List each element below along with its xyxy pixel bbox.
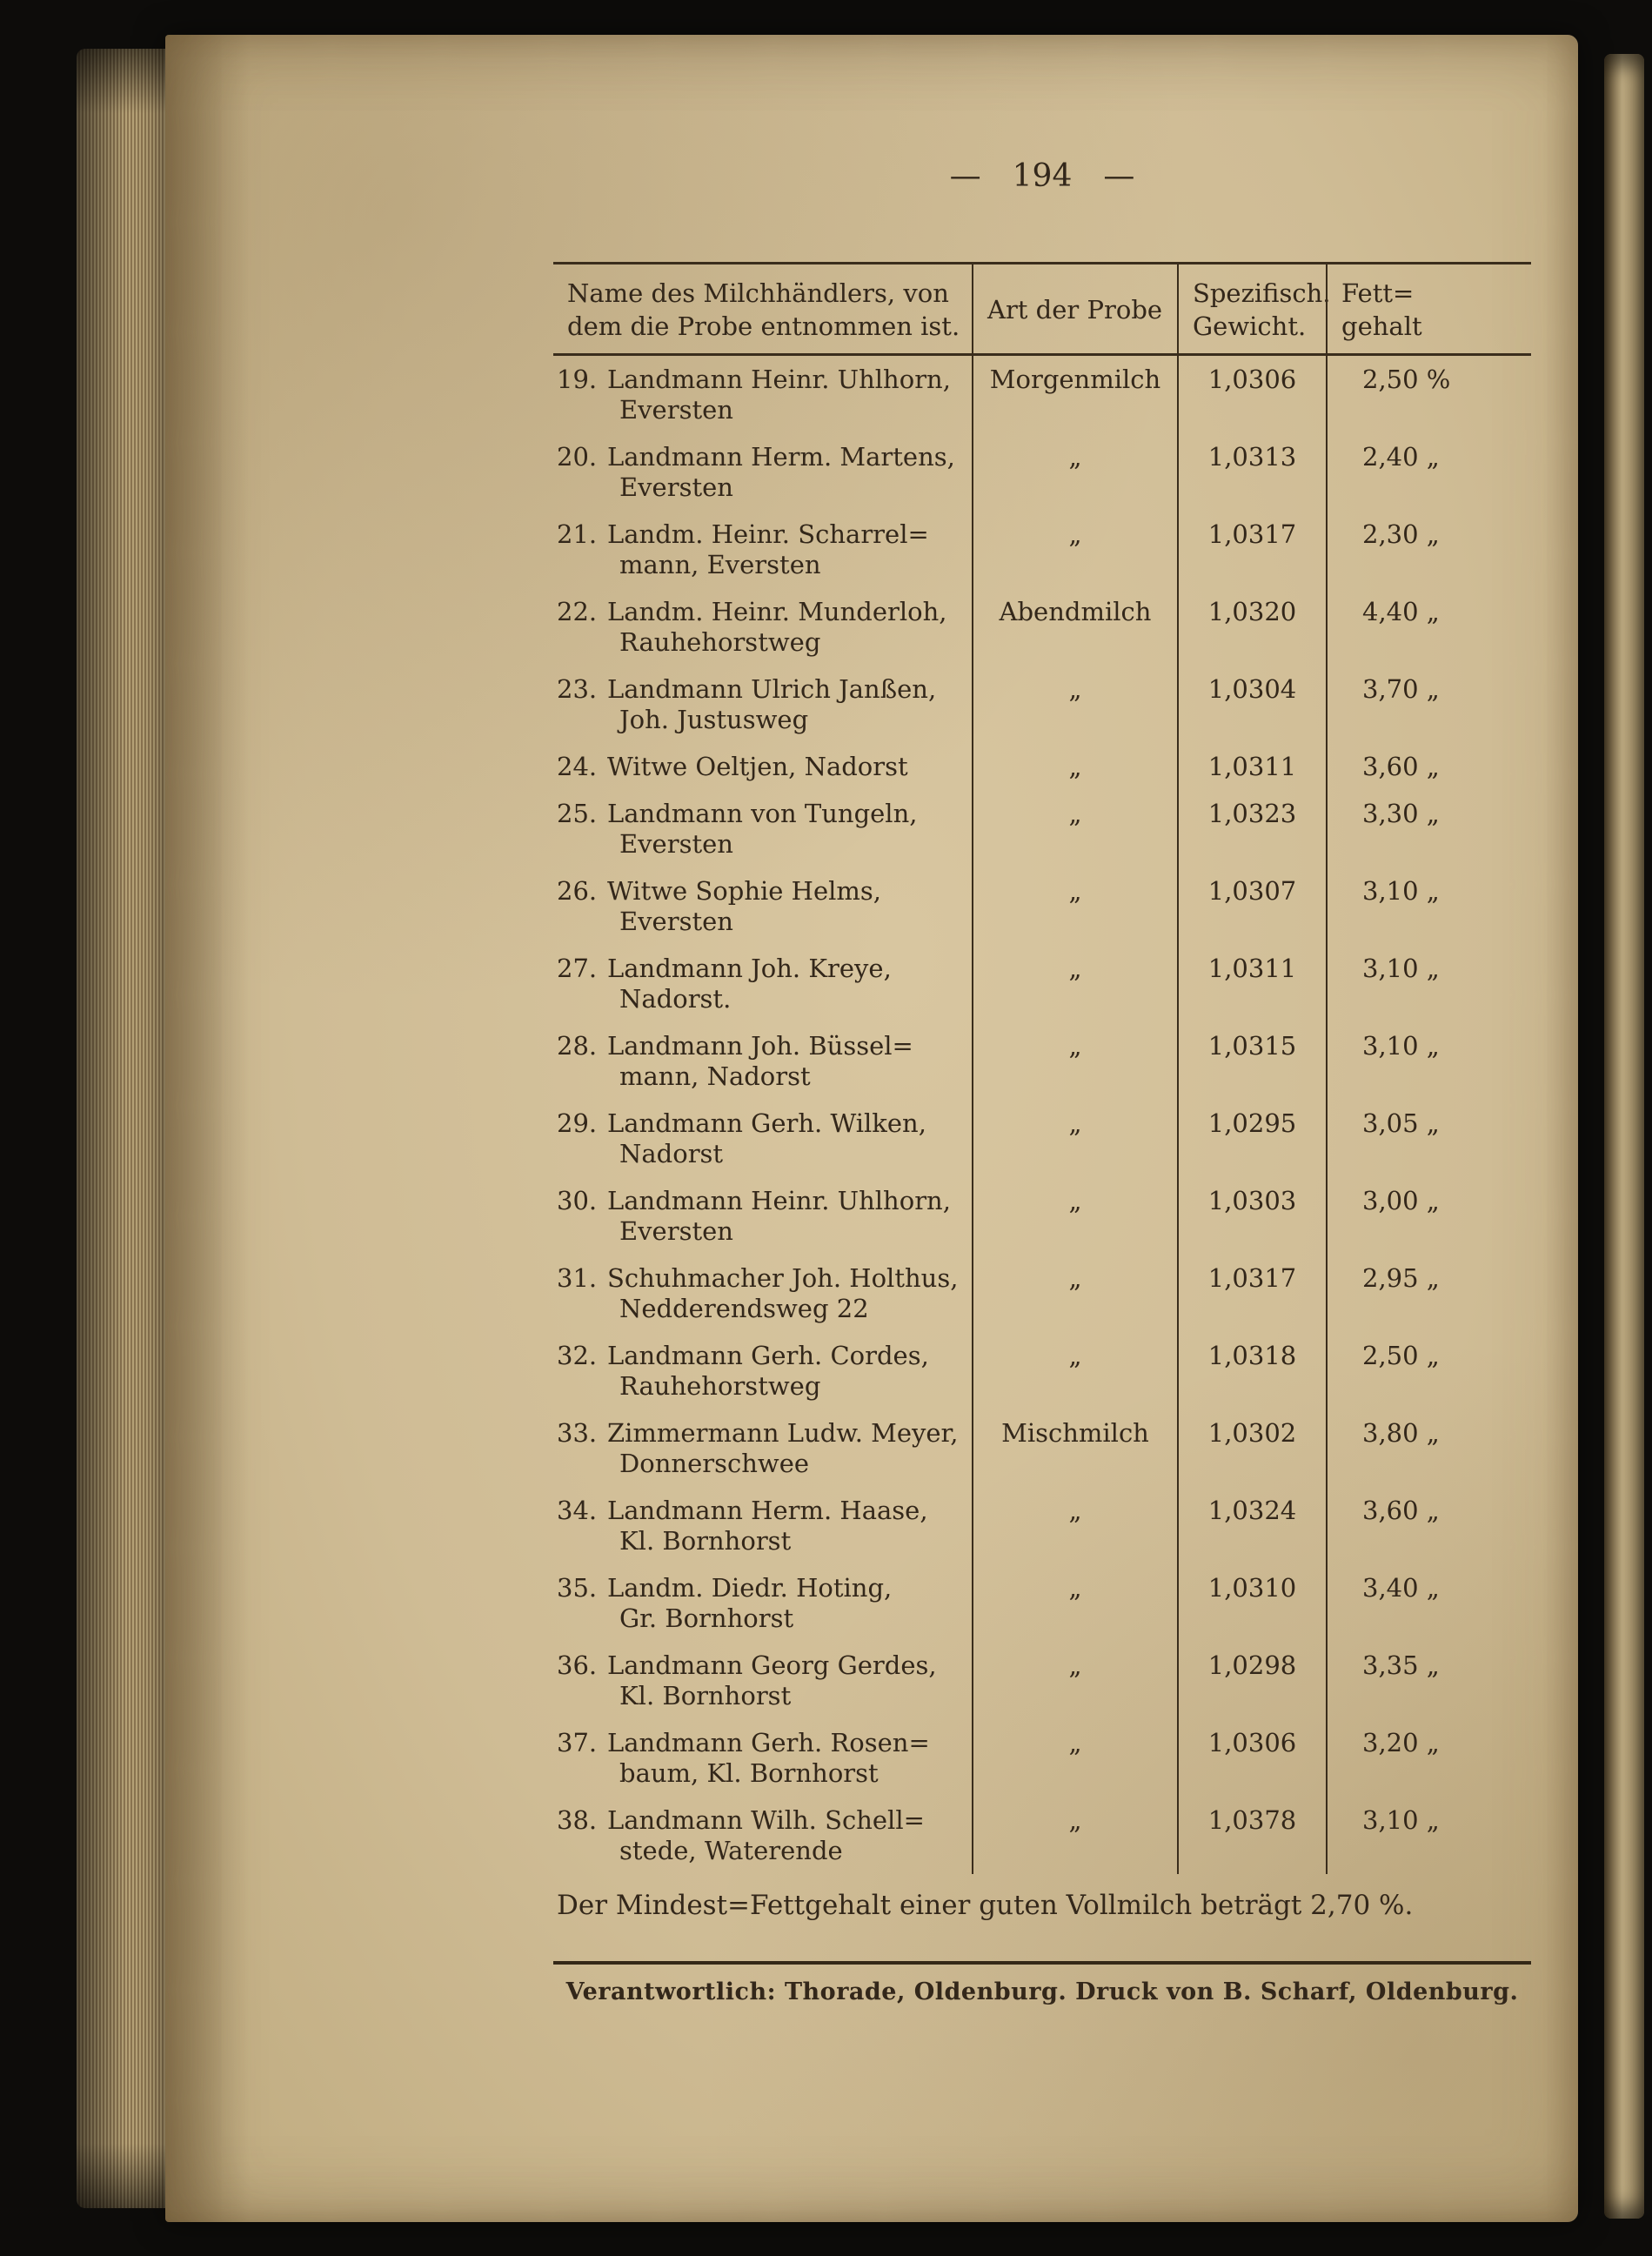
next-page-edge <box>1604 54 1644 2219</box>
row-number: 22. <box>557 597 598 626</box>
row-number: 34. <box>557 1496 598 1525</box>
dealer-name-line2: Eversten <box>619 472 733 502</box>
specific-gravity: 1,0310 <box>1177 1564 1326 1642</box>
table-row <box>553 511 1531 588</box>
dealer-cell <box>553 433 972 511</box>
dealer-name-line2: Kl. Bornhorst <box>619 1526 792 1556</box>
row-number: 25. <box>557 799 598 828</box>
dealer-cell <box>553 1332 972 1409</box>
table-row <box>553 356 1531 433</box>
page-content <box>553 35 1531 2005</box>
specific-gravity: 1,0324 <box>1177 1487 1326 1564</box>
dealer-name <box>607 519 965 580</box>
fat-content: 3,00 „ <box>1326 1177 1531 1255</box>
dealer-name <box>607 1418 965 1479</box>
dealer-name <box>607 1728 965 1789</box>
specific-gravity: 1,0318 <box>1177 1332 1326 1409</box>
specific-gravity: 1,0311 <box>1177 945 1326 1022</box>
sample-type: Mischmilch <box>972 1409 1177 1487</box>
table-row <box>553 1487 1531 1564</box>
row-number: 28. <box>557 1031 598 1061</box>
specific-gravity: 1,0313 <box>1177 433 1326 511</box>
table-row <box>553 1719 1531 1797</box>
table-row <box>553 1100 1531 1177</box>
sample-type: „ <box>972 1332 1177 1409</box>
dealer-name-line1: Landm. Heinr. Munderloh, <box>607 597 947 626</box>
dealer-name-line1: Witwe Sophie Helms, <box>607 876 881 906</box>
specific-gravity: 1,0311 <box>1177 743 1326 790</box>
fat-content: 4,40 „ <box>1326 588 1531 666</box>
fat-content: 3,10 „ <box>1326 1022 1531 1100</box>
dealer-name-line1: Landm. Diedr. Hoting, <box>607 1573 893 1603</box>
row-number: 38. <box>557 1805 598 1835</box>
header-fett-line1: Fett= <box>1341 278 1415 308</box>
fat-content: 2,50 „ <box>1326 1332 1531 1409</box>
row-number: 30. <box>557 1186 598 1215</box>
fat-content: 3,35 „ <box>1326 1642 1531 1719</box>
dealer-cell <box>553 1719 972 1797</box>
dealer-name <box>607 1031 965 1092</box>
dealer-cell <box>553 1022 972 1100</box>
dealer-name <box>607 1650 965 1711</box>
dealer-name-line1: Landmann Joh. Büssel= <box>607 1031 913 1061</box>
page-edge-stack <box>77 49 167 2208</box>
row-number: 19. <box>557 365 598 394</box>
specific-gravity: 1,0317 <box>1177 1255 1326 1332</box>
dealer-name <box>607 1805 965 1866</box>
dealer-name <box>607 1341 965 1402</box>
specific-gravity: 1,0320 <box>1177 588 1326 666</box>
table-row <box>553 1255 1531 1332</box>
sample-type: „ <box>972 790 1177 867</box>
dealer-name-line1: Landmann Gerh. Cordes, <box>607 1341 929 1370</box>
page-number <box>553 158 1531 194</box>
specific-gravity: 1,0306 <box>1177 1719 1326 1797</box>
header-fett-line2: gehalt <box>1341 311 1422 341</box>
fat-content: 3,70 „ <box>1326 666 1531 743</box>
row-number: 36. <box>557 1650 598 1680</box>
table-row <box>553 1642 1531 1719</box>
dealer-name <box>607 442 965 503</box>
row-number: 37. <box>557 1728 598 1757</box>
dealer-name-line1: Landmann Herm. Haase, <box>607 1496 928 1525</box>
dealer-cell <box>553 1255 972 1332</box>
sample-type: „ <box>972 945 1177 1022</box>
book-page <box>165 35 1578 2222</box>
dealer-name-line2: mann, Eversten <box>619 550 821 579</box>
sample-type: „ <box>972 511 1177 588</box>
dealer-cell <box>553 356 972 433</box>
fat-content: 3,60 „ <box>1326 1487 1531 1564</box>
fat-content: 3,10 „ <box>1326 867 1531 945</box>
fat-content: 3,60 „ <box>1326 743 1531 790</box>
dealer-name-line2: Nadorst. <box>619 984 732 1014</box>
dealer-cell <box>553 867 972 945</box>
dealer-name-line2: Donnerschwee <box>619 1449 810 1478</box>
fat-content: 3,10 „ <box>1326 945 1531 1022</box>
sample-type: „ <box>972 1177 1177 1255</box>
table-row <box>553 666 1531 743</box>
sample-type: „ <box>972 743 1177 790</box>
dealer-name-line1: Landmann Georg Gerdes, <box>607 1650 937 1680</box>
dealer-name <box>607 1263 965 1324</box>
specific-gravity: 1,0302 <box>1177 1409 1326 1487</box>
page-number-value: 194 <box>1012 158 1073 194</box>
dealer-name <box>607 876 965 937</box>
dealer-name <box>607 954 965 1014</box>
dealer-cell <box>553 1642 972 1719</box>
dealer-name <box>607 752 965 782</box>
header-name-line2: dem die Probe entnommen ist. <box>567 311 960 341</box>
row-number: 21. <box>557 519 598 549</box>
dealer-name <box>607 597 965 658</box>
table-row <box>553 433 1531 511</box>
dealer-name-line1: Landm. Heinr. Scharrel= <box>607 519 929 549</box>
sample-type: „ <box>972 1642 1177 1719</box>
header-gewicht-line1: Spezifisch. <box>1193 278 1331 308</box>
dealer-cell <box>553 1409 972 1487</box>
dealer-name <box>607 799 965 860</box>
table-row <box>553 1409 1531 1487</box>
sample-type: „ <box>972 1100 1177 1177</box>
dealer-cell <box>553 588 972 666</box>
minimum-fat-note: Der Mindest=Fettgehalt einer guten Vollmilch beträgt 2,70 %. <box>557 1890 1414 1921</box>
row-number: 26. <box>557 876 598 906</box>
dealer-name-line1: Landmann Gerh. Rosen= <box>607 1728 930 1757</box>
dealer-name <box>607 1108 965 1169</box>
dealer-name-line2: Nedderendsweg 22 <box>619 1294 869 1323</box>
header-gewicht-line2: Gewicht. <box>1193 311 1307 341</box>
table-body <box>553 356 1531 1874</box>
dealer-name-line2: stede, Waterende <box>619 1836 843 1865</box>
dealer-cell <box>553 1797 972 1874</box>
imprint-line: Verantwortlich: Thorade, Oldenburg. Druck von B. Scharf, Oldenburg. <box>565 1978 1519 2005</box>
row-number: 35. <box>557 1573 598 1603</box>
dash-right: — <box>1103 158 1135 194</box>
fat-content: 2,95 „ <box>1326 1255 1531 1332</box>
row-number: 24. <box>557 752 598 781</box>
milk-sample-table <box>553 262 1531 1874</box>
dealer-name-line2: Eversten <box>619 395 733 425</box>
dealer-cell <box>553 1487 972 1564</box>
dealer-name-line1: Landmann Joh. Kreye, <box>607 954 892 983</box>
dealer-name-line2: Rauhehorstweg <box>619 627 821 657</box>
specific-gravity: 1,0295 <box>1177 1100 1326 1177</box>
dealer-name-line1: Landmann Heinr. Uhlhorn, <box>607 365 951 394</box>
table-row <box>553 1797 1531 1874</box>
dealer-name-line2: Eversten <box>619 829 733 859</box>
sample-type: „ <box>972 1564 1177 1642</box>
table-header-row <box>553 264 1531 356</box>
dealer-name-line2: Gr. Bornhorst <box>619 1603 794 1633</box>
fat-content: 3,05 „ <box>1326 1100 1531 1177</box>
sample-type: „ <box>972 1255 1177 1332</box>
dealer-cell <box>553 1177 972 1255</box>
table-row <box>553 1177 1531 1255</box>
fat-content: 3,80 „ <box>1326 1409 1531 1487</box>
dealer-name <box>607 674 965 735</box>
table-row <box>553 588 1531 666</box>
dealer-name-line2: Eversten <box>619 907 733 936</box>
header-name-line1: Name des Milchhändlers, von <box>567 278 949 308</box>
dash-left: — <box>949 158 981 194</box>
sample-type: „ <box>972 666 1177 743</box>
table-row <box>553 867 1531 945</box>
sample-type: „ <box>972 433 1177 511</box>
dealer-name <box>607 1186 965 1247</box>
dealer-name-line1: Landmann Herm. Martens, <box>607 442 955 472</box>
row-number: 29. <box>557 1108 598 1138</box>
sample-type: „ <box>972 1719 1177 1797</box>
specific-gravity: 1,0306 <box>1177 356 1326 433</box>
fat-content: 2,40 „ <box>1326 433 1531 511</box>
row-number: 31. <box>557 1263 598 1293</box>
dealer-name-line2: Rauhehorstweg <box>619 1371 821 1401</box>
header-art-label: Art der Probe <box>987 295 1163 325</box>
column-header-sample-type <box>972 264 1177 353</box>
sample-type: „ <box>972 1797 1177 1874</box>
specific-gravity: 1,0317 <box>1177 511 1326 588</box>
row-number: 33. <box>557 1418 598 1448</box>
specific-gravity: 1,0303 <box>1177 1177 1326 1255</box>
dealer-name-line1: Schuhmacher Joh. Holthus, <box>607 1263 959 1293</box>
fat-content: 2,50 % <box>1326 356 1531 433</box>
dealer-name-line1: Landmann von Tungeln, <box>607 799 918 828</box>
dealer-cell <box>553 945 972 1022</box>
table-row <box>553 1564 1531 1642</box>
footer-rule <box>553 1961 1531 1965</box>
dealer-name-line2: baum, Kl. Bornhorst <box>619 1758 879 1788</box>
specific-gravity: 1,0307 <box>1177 867 1326 945</box>
row-number: 32. <box>557 1341 598 1370</box>
dealer-cell <box>553 1564 972 1642</box>
specific-gravity: 1,0378 <box>1177 1797 1326 1874</box>
sample-type: „ <box>972 867 1177 945</box>
fat-content: 3,20 „ <box>1326 1719 1531 1797</box>
dealer-name-line2: mann, Nadorst <box>619 1061 811 1091</box>
sample-type: Abendmilch <box>972 588 1177 666</box>
dealer-name-line1: Landmann Heinr. Uhlhorn, <box>607 1186 951 1215</box>
dealer-cell <box>553 666 972 743</box>
dealer-name <box>607 365 965 425</box>
dealer-name-line1: Landmann Gerh. Wilken, <box>607 1108 926 1138</box>
dealer-name-line1: Zimmermann Ludw. Meyer, <box>607 1418 959 1448</box>
table-row <box>553 790 1531 867</box>
sample-type: Morgenmilch <box>972 356 1177 433</box>
column-header-fat-content <box>1326 264 1531 353</box>
table-row <box>553 945 1531 1022</box>
dealer-cell <box>553 1100 972 1177</box>
specific-gravity: 1,0304 <box>1177 666 1326 743</box>
column-header-specific-gravity <box>1177 264 1331 353</box>
sample-type: „ <box>972 1487 1177 1564</box>
specific-gravity: 1,0298 <box>1177 1642 1326 1719</box>
dealer-name-line1: Landmann Ulrich Janßen, <box>607 674 937 704</box>
table-row <box>553 1022 1531 1100</box>
sample-type: „ <box>972 1022 1177 1100</box>
dealer-name-line1: Witwe Oeltjen, Nadorst <box>607 752 908 781</box>
dealer-name-line2: Nadorst <box>619 1139 724 1168</box>
dealer-cell <box>553 743 972 790</box>
dealer-cell <box>553 511 972 588</box>
dealer-name-line2: Kl. Bornhorst <box>619 1681 792 1710</box>
fat-content: 3,10 „ <box>1326 1797 1531 1874</box>
table-row <box>553 743 1531 790</box>
fat-content: 2,30 „ <box>1326 511 1531 588</box>
specific-gravity: 1,0323 <box>1177 790 1326 867</box>
dealer-name-line1: Landmann Wilh. Schell= <box>607 1805 925 1835</box>
dealer-name <box>607 1496 965 1556</box>
specific-gravity: 1,0315 <box>1177 1022 1326 1100</box>
dealer-name <box>607 1573 965 1634</box>
dealer-cell <box>553 790 972 867</box>
row-number: 27. <box>557 954 598 983</box>
row-number: 23. <box>557 674 598 704</box>
dealer-name-line2: Eversten <box>619 1216 733 1246</box>
column-header-dealer-name <box>553 264 972 353</box>
fat-content: 3,40 „ <box>1326 1564 1531 1642</box>
row-number: 20. <box>557 442 598 472</box>
table-row <box>553 1332 1531 1409</box>
dealer-name-line2: Joh. Justusweg <box>619 705 809 734</box>
fat-content: 3,30 „ <box>1326 790 1531 867</box>
